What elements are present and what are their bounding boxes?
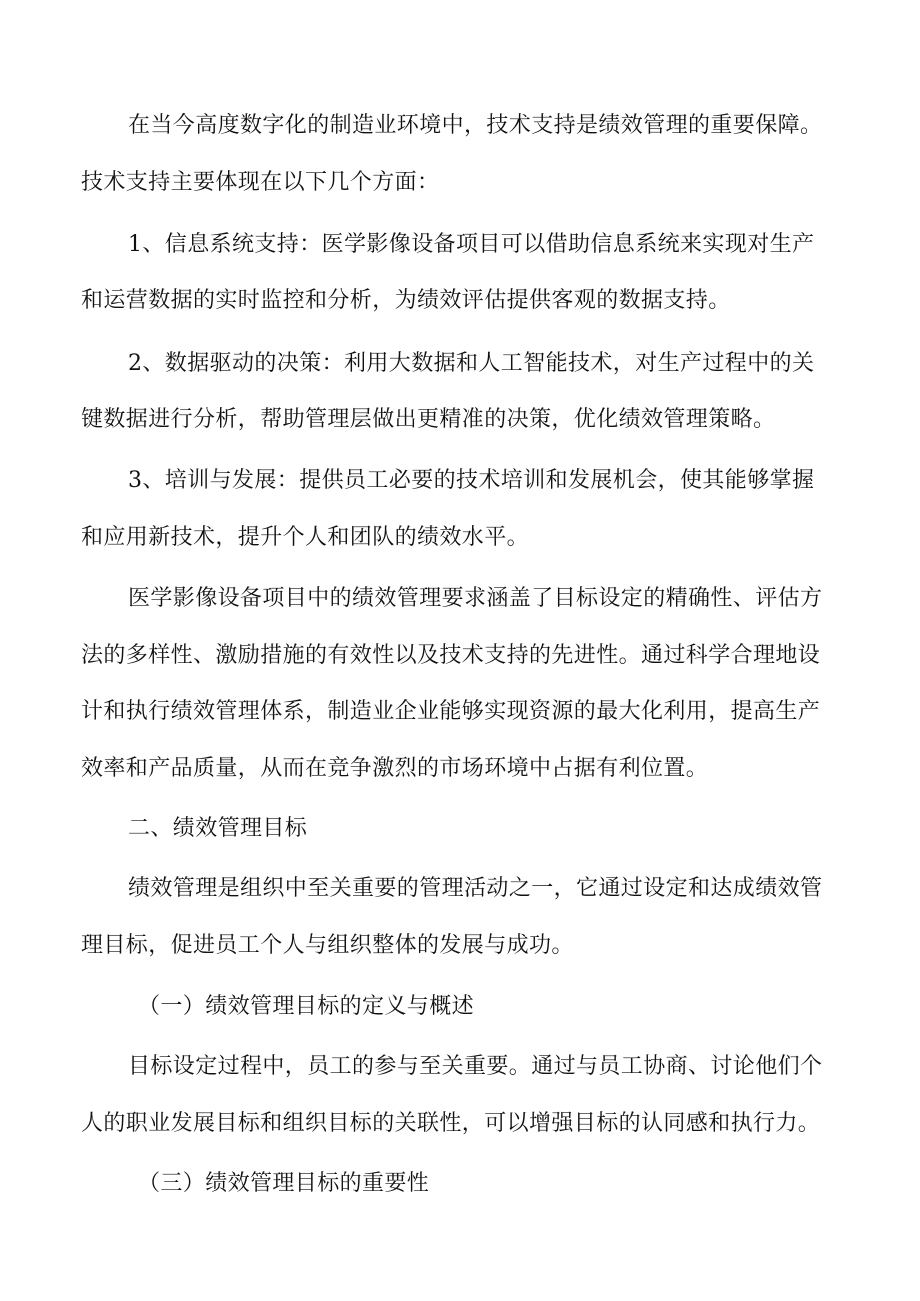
subsection-heading: （三）绩效管理目标的重要性 — [138, 1171, 430, 1196]
text-line: 人的职业发展目标和组织目标的关联性，可以增强目标的认同感和执行力。 — [81, 1111, 821, 1136]
subsection-heading: （一）绩效管理目标的定义与概述 — [138, 994, 475, 1019]
text-line: 和应用新技术，提升个人和团队的绩效水平。 — [81, 525, 530, 550]
text-line: 3、培训与发展：提供员工必要的技术培训和发展机会，使其能够掌握 — [128, 468, 815, 493]
text-line: 2、数据驱动的决策：利用大数据和人工智能技术，对生产过程中的关 — [128, 351, 815, 376]
text-line: 医学影像设备项目中的绩效管理要求涵盖了目标设定的精确性、评估方 — [128, 586, 823, 611]
text-line: 绩效管理是组织中至关重要的管理活动之一，它通过设定和达成绩效管 — [128, 876, 823, 901]
text-line: 键数据进行分析，帮助管理层做出更精准的决策，优化绩效管理策略。 — [81, 407, 776, 432]
text-line: 技术支持主要体现在以下几个方面： — [81, 170, 440, 195]
text-line: 法的多样性、激励措施的有效性以及技术支持的先进性。通过科学合理地设 — [81, 643, 821, 668]
text-line: 理目标，促进员工个人与组织整体的发展与成功。 — [81, 933, 574, 958]
text-line: 1、信息系统支持：医学影像设备项目可以借助信息系统来实现对生产 — [128, 232, 815, 257]
text-line: 目标设定过程中，员工的参与至关重要。通过与员工协商、讨论他们个 — [128, 1054, 823, 1079]
text-line: 和运营数据的实时监控和分析，为绩效评估提供客观的数据支持。 — [81, 288, 731, 313]
text-line: 计和执行绩效管理体系，制造业企业能够实现资源的最大化利用，提高生产 — [81, 699, 821, 724]
text-line: 效率和产品质量，从而在竞争激烈的市场环境中占据有利位置。 — [81, 756, 709, 781]
text-line: 在当今高度数字化的制造业环境中，技术支持是绩效管理的重要保障。 — [128, 113, 823, 138]
section-heading: 二、绩效管理目标 — [128, 816, 308, 841]
